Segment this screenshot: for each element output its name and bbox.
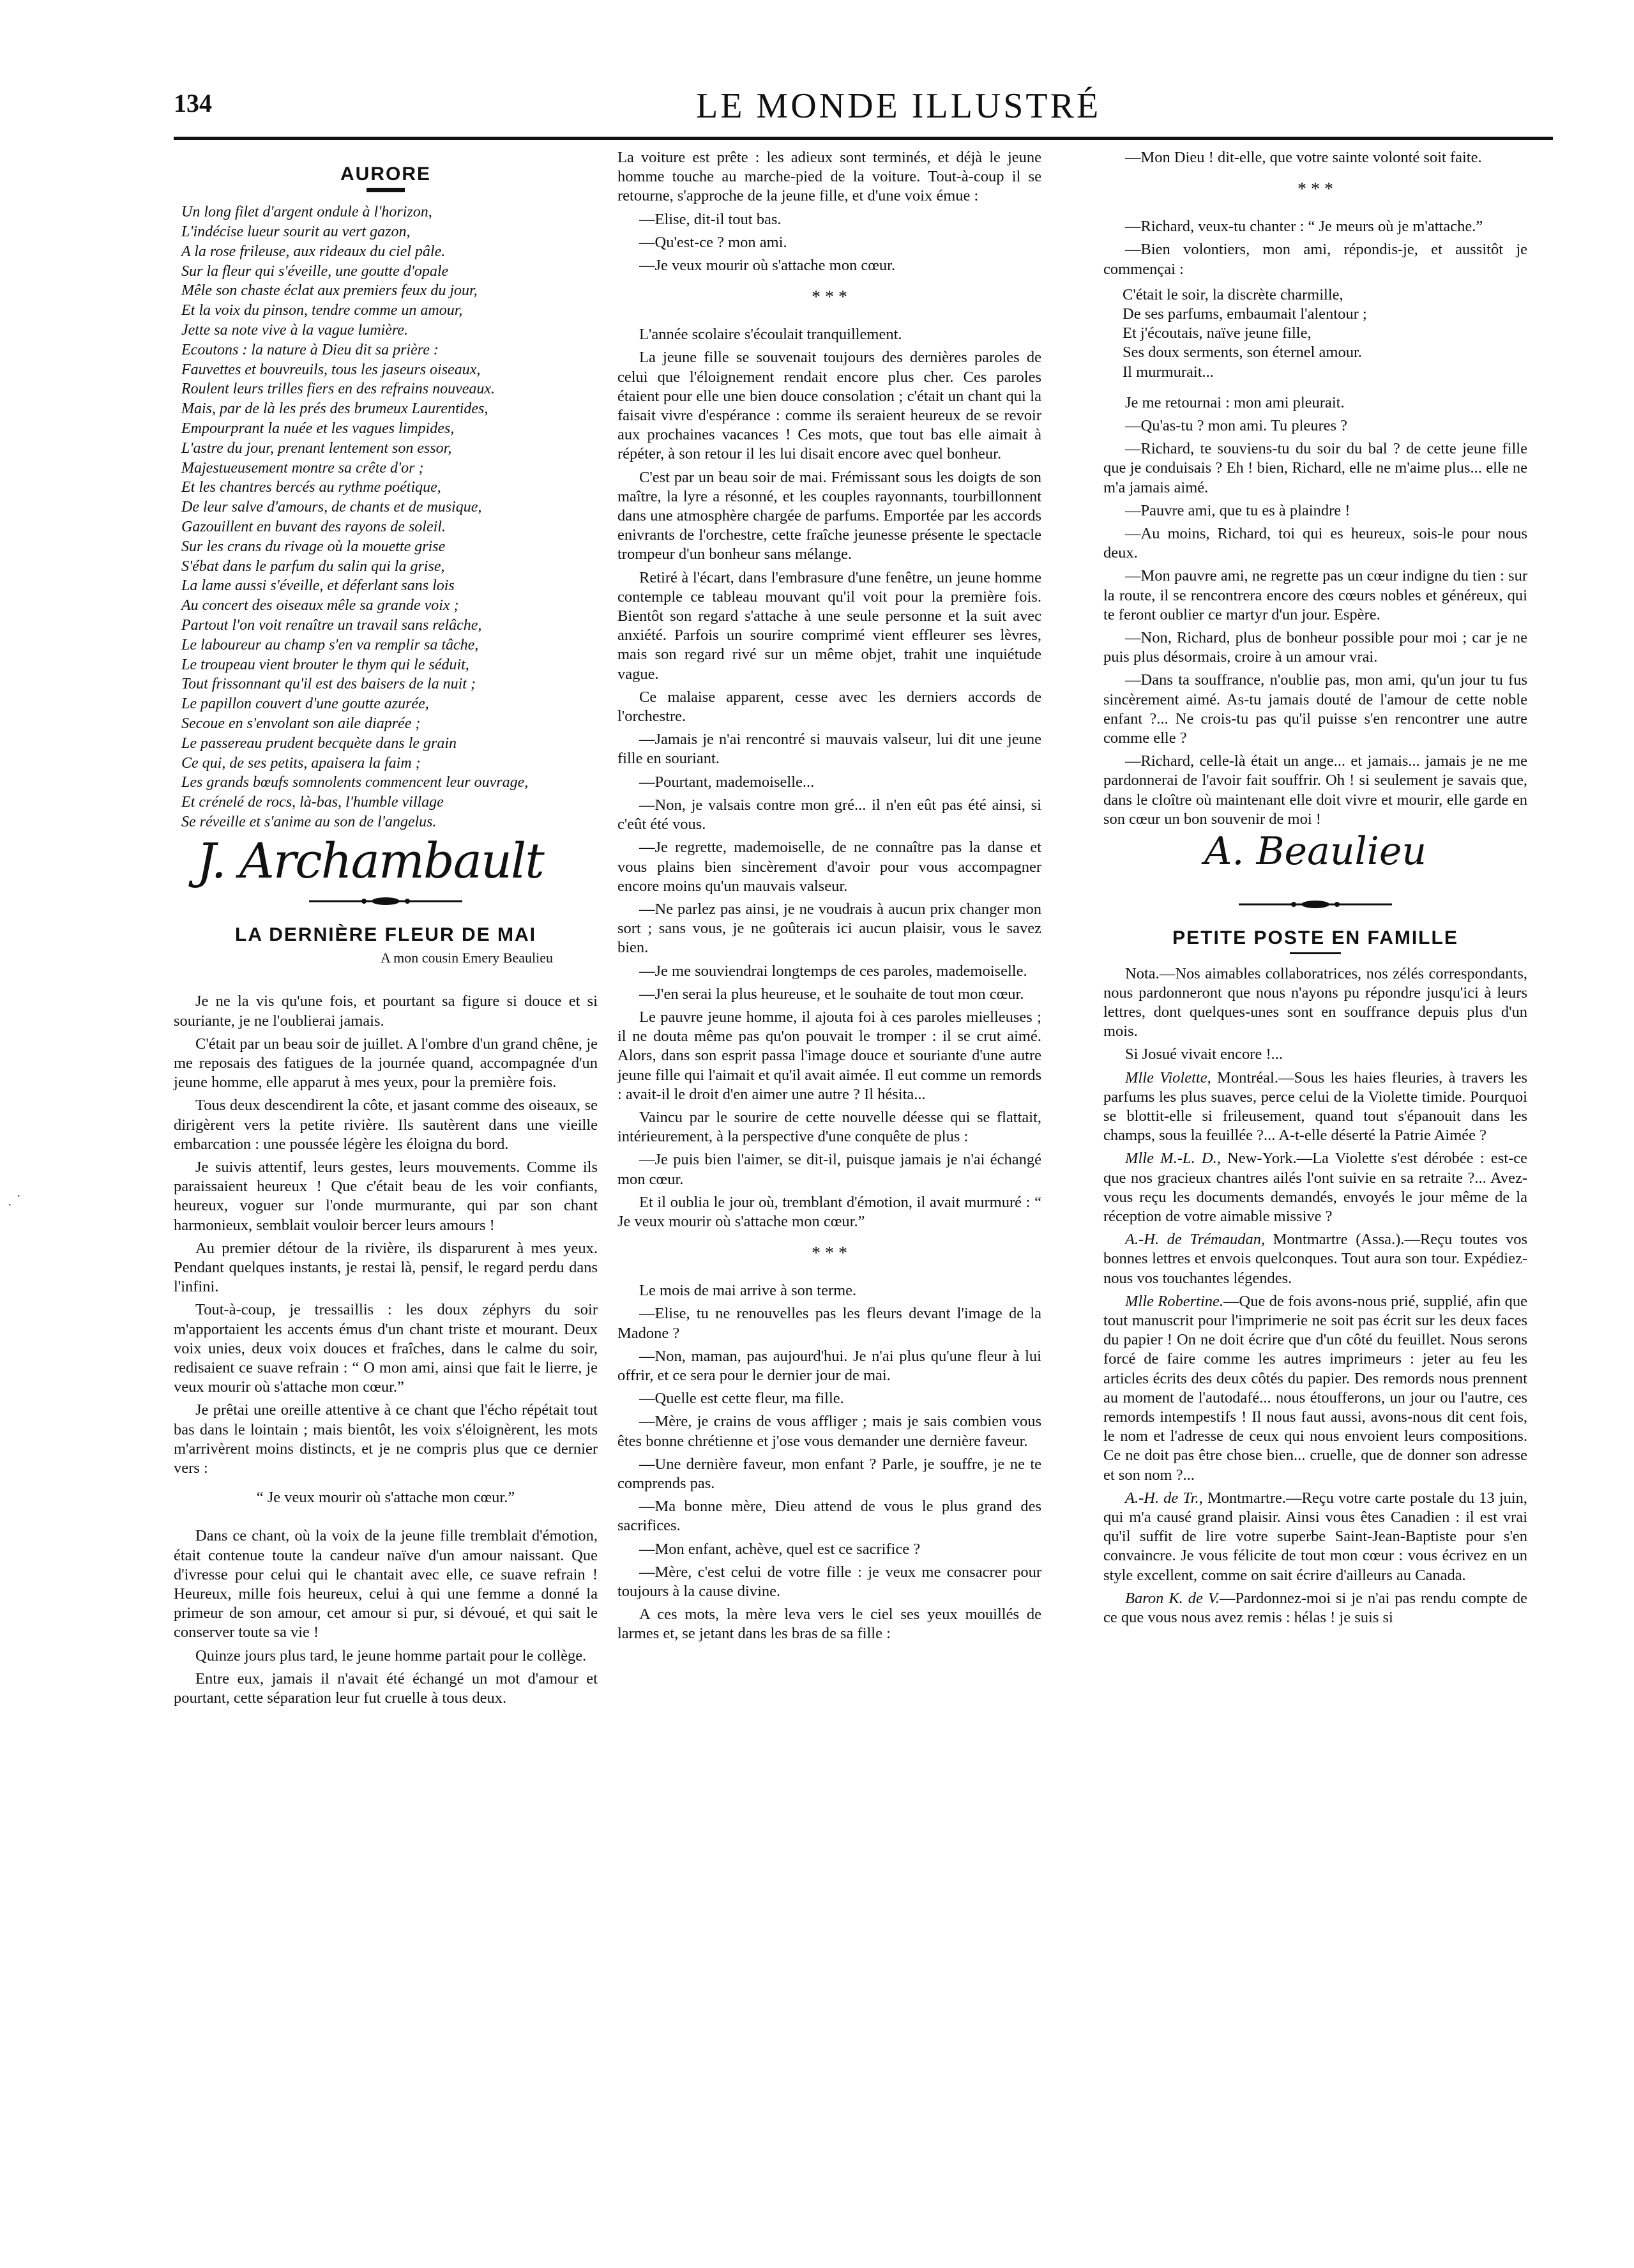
poem-line: Mais, par de là les prés des brumeux Laurentides, <box>181 400 488 418</box>
paragraph: —Pauvre ami, que tu es à plaindre ! <box>1125 501 1350 519</box>
paragraph: Je suivis attentif, leurs gestes, leurs mouvements. Comme ils paraissaient heureux ! Que c'était beau de les voir confiants, heureux, voguer sur l'onde murmurante, qui par son chant harmonieux, semblait vouloir bercer leurs amours ! <box>174 1158 598 1234</box>
poste-entry-text: Si Josué vivait encore !... <box>1125 1046 1283 1063</box>
paragraph: Quinze jours plus tard, le jeune homme partait pour le collège. <box>195 1647 587 1664</box>
masthead-title: LE MONDE ILLUSTRÉ <box>696 86 1101 126</box>
poem-line: Empourprant la nuée et les vagues limpides, <box>181 420 455 437</box>
paragraph: —Qu'as-tu ? mon ami. Tu pleures ? <box>1125 417 1348 435</box>
poem-line: La lame aussi s'éveille, et déferlant sans lois <box>181 577 455 595</box>
paragraph: —Non, Richard, plus de bonheur possible pour moi ; car je ne puis plus désormais, croire à un amour vrai. <box>1103 629 1527 666</box>
poem-line: De leur salve d'amours, de chants et de musique, <box>181 499 482 516</box>
column-3 <box>1103 148 1527 1631</box>
paragraph: —Non, je valsais contre mon gré... il n'en eût pas été ainsi, si c'eût été vous. <box>617 796 1041 833</box>
paragraph: Je me retournai : mon ami pleurait. <box>1125 393 1345 411</box>
poem-line: Gazouillent en buvant des rayons de soleil. <box>181 518 446 535</box>
poem-line: Secoue en s'envolant son aile diaprée ; <box>181 715 421 732</box>
paragraph: —Elise, tu ne renouvelles pas les fleurs devant l'image de la Madone ? <box>617 1305 1041 1342</box>
poste-entry <box>1103 1069 1527 1146</box>
section-stars: * * * <box>812 287 847 308</box>
header-rule <box>174 137 1553 140</box>
poste-entry <box>1103 1045 1527 1064</box>
column-1 <box>174 148 598 1712</box>
fleur-col3-part1 <box>1103 148 1527 167</box>
title-dash <box>367 188 405 192</box>
song-verse <box>1123 285 1527 382</box>
paragraph: —Ma bonne mère, Dieu attend de vous le plus grand des sacrifices. <box>617 1498 1041 1535</box>
paragraph: —Mère, je crains de vous affliger ; mais je sais combien vous êtes bonne chrétienne et j'ose vous demander une dernière faveur. <box>617 1413 1041 1450</box>
paragraph: Le mois de mai arrive à son terme. <box>639 1282 857 1300</box>
poste-entry-text: —Que de fois avons-nous prié, supplié, afin que tout manuscrit pour l'imprimerie ne soit pas écrit sur les deux faces du papier ! On ne doit écrire que d'un côté du feuillet. Nous serons forcé de faire comme les autres imprimeurs : jeter au feu les articles écrits des deux côtés du papier. Des remords nous prennent au moment de l'autodafé... nous étoufferons, un jour ou l'autre, ces remords intempestifs ! Il nous faut aussi, avons-nous dit cent fois, le nom et l'adresse de ceux qui nous envoient leurs compositions. Ce ne doit pas être chose bien... cruelle, que de donner son adresse et son nom ?... <box>1103 1292 1527 1484</box>
beaulieu-signature: A. Beaulieu <box>1204 829 1427 874</box>
paragraph: Retiré à l'écart, dans l'embrasure d'une fenêtre, un jeune homme contemple ce tableau mouvant qu'il voit pour la première fois. Bientôt son regard s'attache à une seule personne et la suit avec anxiété. Parfois un sourire comprimé vient effleurer ses lèvres, mais son regard rivé sur un même objet, trahit une inquiétude vague. <box>617 568 1041 683</box>
paragraph: C'est par un beau soir de mai. Frémissant sous les doigts de son maître, la lyre a résonné, et les couples rayonnants, tourbillonnent dans une atmosphère chargée de parfums. Emportée par les accords enivrants de l'orchestre, cette fraîche jeunesse présente le spectacle trompeur d'un bonheur sans mélange. <box>617 468 1041 563</box>
poem-line: Le papillon couvert d'une goutte azurée, <box>181 696 429 713</box>
poem-line: Et les chantres bercés au rythme poétique, <box>181 479 441 496</box>
poem-line: Et la voix du pinson, tendre comme un amour, <box>181 302 463 319</box>
poste-entry-recipient: Mlle Violette, <box>1125 1069 1211 1086</box>
poem-line: Tout frissonnant qu'il est des baisers de la nuit ; <box>181 676 476 693</box>
poste-entry <box>1103 1489 1527 1585</box>
paragraph: Je ne la vis qu'une fois, et pourtant sa figure si douce et si souriante, je ne l'oublierai jamais. <box>174 993 598 1030</box>
fleur-refrain-quote: “ Je veux mourir où s'attache mon cœur.” <box>256 1489 515 1507</box>
poste-entry-text: Montmartre (Assa.).—Reçu toutes vos bonnes lettres et envois quelconques. Tout aura son tour. Expédiez-nous vos touchantes légendes. <box>1103 1231 1527 1287</box>
poste-entry-recipient: Nota. <box>1125 964 1160 982</box>
paragraph: La voiture est prête : les adieux sont terminés, et déjà le jeune homme touche au marche-pied de la voiture. Tout-à-coup il se retourne, s'approche de la jeune fille, et d'une voix émue : <box>617 149 1041 205</box>
poem-line: Sur la fleur qui s'éveille, une goutte d'opale <box>181 263 449 280</box>
song-line: Ses doux serments, son éternel amour. <box>1123 344 1362 362</box>
page-number: 134 <box>174 89 212 118</box>
margin-mark: · <box>8 1198 12 1212</box>
fleur-col3-part3 <box>1103 393 1527 829</box>
paragraph: —Qu'est-ce ? mon ami. <box>639 233 787 251</box>
poem-line: Ce qui, de ses petits, apaisera la faim ; <box>181 754 421 772</box>
paragraph: Au premier détour de la rivière, ils disparurent à mes yeux. Pendant quelques instants, je restai là, pensif, le regard perdu dans l'infini. <box>174 1239 598 1296</box>
poste-entry-text: New-York.—La Violette s'est dérobée : est-ce que nos gracieux chantres ailés l'ont suivie en sa retraite ?... Avez-vous reçu les documents demandés, envoyés le jour même de la réception de votre aimable missive ? <box>1103 1150 1527 1225</box>
poste-entry <box>1103 1589 1527 1627</box>
poem-line: Au concert des oiseaux mêle sa grande voix ; <box>181 597 459 614</box>
paragraph: —Richard, veux-tu chanter : “ Je meurs où je m'attache.” <box>1125 218 1483 236</box>
paragraph: —Non, maman, pas aujourd'hui. Je n'ai plus qu'une fleur à lui offrir, et ce sera pour le dernier jour de mai. <box>617 1347 1041 1384</box>
poem-line: Roulent leurs trilles fiers en des refrains nouveaux. <box>181 381 495 398</box>
paragraph: —Mon pauvre ami, ne regrette pas un cœur indigne du tien : sur la route, il se rencontrera encore des cœurs nobles et généreux, qui te feront oublier ce martyr d'un jour. Espère. <box>1103 567 1527 623</box>
margin-mark: · <box>17 1189 21 1203</box>
poste-entry-text: —Nos aimables collaboratrices, nos zélés correspondants, nous pardonneront que nous n'ayons pu répondre jusqu'ici à leurs lettres, dont quelques-unes sont en souffrance depuis plus d'un mois. <box>1103 964 1527 1040</box>
paragraph: Vaincu par le sourire de cette nouvelle déesse qui se flattait, intérieurement, à la perspective d'une conquête de plus : <box>617 1108 1041 1146</box>
paragraph: —Une dernière faveur, mon enfant ? Parle, je souffre, je ne te comprends pas. <box>617 1455 1041 1492</box>
poem-line: L'indécise lueur sourit au vert gazon, <box>181 224 411 240</box>
paragraph: —Je veux mourir où s'attache mon cœur. <box>639 257 896 275</box>
fleur-col1-text <box>174 992 598 1478</box>
song-line: De ses parfums, embaumait l'alentour ; <box>1123 305 1367 323</box>
poste-entry-text: Montmartre.—Reçu votre carte postale du 13 juin, qui m'a causé grand plaisir. Ainsi vous êtes Canadien : il est vrai qu'il suffit de lire votre superbe Saint-Jean-Baptiste pour s'en convaincre. Je vous félicite de tout mon cœur : vous écrivez en un style excellent, comme on sait écrire d'ailleurs au Canada. <box>1103 1489 1527 1584</box>
poem-line: Ecoutons : la nature à Dieu dit sa prière : <box>181 341 439 358</box>
poem-line: Jette sa note vive à la vague lumière. <box>181 321 408 339</box>
paragraph: C'était par un beau soir de juillet. A l'ombre d'un grand chêne, je me reposais des fatigues de la journée quand, accompagnée d'un jeune homme, elle apparut à mes yeux, pour la première fois. <box>174 1035 598 1092</box>
fleur-col3-part2 <box>1103 217 1527 279</box>
poste-entry-text: —Pardonnez-moi si je n'ai pas rendu compte de ce que vous nous avez remis : hélas ! je suis si <box>1103 1589 1527 1626</box>
fleur-col2-part3 <box>617 1281 1041 1643</box>
poem-line: Sur les crans du rivage où la mouette grise <box>181 538 446 555</box>
section-stars: * * * <box>812 1244 847 1264</box>
paragraph: —Jamais je n'ai rencontré si mauvais valseur, lui dit une jeune fille en souriant. <box>617 731 1041 768</box>
poste-entry-recipient: Baron K. de V. <box>1125 1589 1220 1607</box>
paragraph: La jeune fille se souvenait toujours des dernières paroles de celui que l'éloignement rendait encore plus cher. Ces paroles étaient pour elle une bien douce consolation ; c'était un chant qui la faisait vivre d'espérance : comme ils seraient heureux de se revoir aux prochaines vacances ! Ces mots, que tout bas elle aimait à répéter, à son retour il les lui disait encore avec quel bonheur. <box>617 349 1041 463</box>
poem-line: Et crénelé de rocs, là-bas, l'humble village <box>181 794 444 811</box>
poem-line: S'ébat dans le parfum du salin qui la grise, <box>181 558 445 575</box>
section-stars: * * * <box>1297 179 1333 200</box>
title-dash <box>1290 952 1341 954</box>
poem-line: Fauvettes et bouvreuils, tous les jaseurs oiseaux, <box>181 361 481 378</box>
paragraph: —Richard, te souviens-tu du soir du bal ? de cette jeune fille que je conduisais ? Eh ! bien, Richard, elle ne m'aime plus... elle ne m'a jamais aimé. <box>1103 440 1527 496</box>
poste-entry <box>1103 964 1527 1042</box>
poem-line: Partout l'on voit renaître un travail sans relâche, <box>181 616 482 634</box>
paragraph: —J'en serai la plus heureuse, et le souhaite de tout mon cœur. <box>639 985 1024 1003</box>
poste-entry-recipient: A.-H. de Trémaudan, <box>1125 1231 1266 1249</box>
paragraph: Ce malaise apparent, cesse avec les derniers accords de l'orchestre. <box>617 688 1041 726</box>
poem-line: Le passereau prudent becquète dans le grain <box>181 734 457 752</box>
paragraph: —Richard, celle-là était un ange... et jamais... jamais je ne me pardonnerai de l'avoir fait souffrir. Oh ! si seulement je savais que, dans le cloître où maintenant elle doit vivre et mourir, elle garde en son cœur un bon souvenir de moi ! <box>1103 752 1527 828</box>
column-2 <box>617 148 1041 1648</box>
aurore-title: AURORE <box>340 164 431 185</box>
paragraph: L'année scolaire s'écoulait tranquillement. <box>639 326 902 344</box>
fleur-col2-part2 <box>617 325 1041 1231</box>
poem-line: A la rose frileuse, aux rideaux du ciel pâle. <box>181 243 446 260</box>
paragraph: Tous deux descendirent la côte, et jasant comme des oiseaux, se dirigèrent vers la petite rivière. Ils sautèrent dans une vieille embarcation : une poussée légère les éloigna du bord. <box>174 1097 598 1153</box>
poem-line: Le troupeau vient brouter le thym qui le séduit, <box>181 656 469 673</box>
poem-line: Le laboureur au champ s'en va remplir sa tâche, <box>181 636 479 653</box>
paragraph: —Elise, dit-il tout bas. <box>639 210 782 228</box>
paragraph: —Mon enfant, achève, quel est ce sacrifice ? <box>639 1540 921 1558</box>
paragraph: —Je regrette, mademoiselle, de ne connaître pas la danse et vous plains bien sincèrement d'avoir pour vous accompagner encore moins qu'un mauvais valseur. <box>617 839 1041 895</box>
archambault-signature: J. Archambault <box>197 832 543 889</box>
poste-entry-recipient: Mlle M.-L. D., <box>1125 1150 1221 1168</box>
paragraph: Le pauvre jeune homme, il ajouta foi à ces paroles mielleuses ; il ne douta même pas qu'on pouvait le tromper : il se crut aimé. Alors, dans son esprit passa l'image douce et souriante d'une autre jeune fille qui l'aimait et qu'il avait aimée. Il eut comme un remords : avait-il le droit d'en aimer une autre ? Il hésita... <box>617 1008 1041 1103</box>
paragraph: —Je puis bien l'aimer, se dit-il, puisque jamais je n'ai échangé mon cœur. <box>617 1151 1041 1188</box>
poem-line: Un long filet d'argent ondule à l'horizon, <box>181 204 432 221</box>
poem-line: L'astre du jour, prenant lentement son essor, <box>181 439 452 457</box>
section-divider-ornament <box>303 896 469 906</box>
paragraph: Et il oublia le jour où, tremblant d'émotion, il avait murmuré : “ Je veux mourir où s'attache mon cœur.” <box>617 1193 1041 1230</box>
paragraph: —Bien volontiers, mon ami, répondis-je, et aussitôt je commençai : <box>1103 241 1527 278</box>
poste-entry-recipient: Mlle Robertine. <box>1125 1292 1224 1310</box>
poste-entry-recipient: A.-H. de Tr., <box>1125 1489 1203 1507</box>
fleur-col1-text-2 <box>174 1526 598 1708</box>
paragraph: —Je me souviendrai longtemps de ces paroles, mademoiselle. <box>639 962 1027 980</box>
poste-entry <box>1103 1292 1527 1485</box>
poem-line: Mêle son chaste éclat aux premiers feux du jour, <box>181 282 478 300</box>
aurore-poem <box>181 202 598 832</box>
song-line: Et j'écoutais, naïve jeune fille, <box>1123 324 1312 342</box>
paragraph: Entre eux, jamais il n'avait été échangé un mot d'amour et pourtant, cette séparation leur fut cruelle à tous deux. <box>174 1670 598 1707</box>
paragraph: Dans ce chant, où la voix de la jeune fille tremblait d'émotion, était contenue toute la candeur naïve d'un amour naissant. Que d'ivresse pour celui qui le chantait avec elle, ce suave refrain ! Heureux, mille fois heureux, celui à qui une femme a donné la primeur de son amour, cet amour si pur, si dévoué, et qui sait le conserver toute sa vie ! <box>174 1527 598 1641</box>
paragraph: Je prêtai une oreille attentive à ce chant que l'écho répétait tout bas dans le lointain ; mais bientôt, les voix s'éloignèrent, les mots m'arrivèrent moins distincts, et je ne compris plus que ce dernier vers : <box>174 1401 598 1477</box>
song-line: C'était le soir, la discrète charmille, <box>1123 285 1343 303</box>
song-line: Il murmurait... <box>1123 363 1214 381</box>
poste-entry <box>1103 1230 1527 1288</box>
section-divider-ornament <box>1232 899 1398 909</box>
poste-entry-text: Montréal.—Sous les haies fleuries, à travers les parfums les plus suaves, perce celui de la Violette timide. Pourquoi se blottit-elle si frileusement, quand tout s'épanouit dans les champs, sous la feuillée ?... A-t-elle déserté la Patrie Aimée ? <box>1103 1069 1527 1145</box>
paragraph: —Quelle est cette fleur, ma fille. <box>639 1390 844 1408</box>
paragraph: —Dans ta souffrance, n'oublie pas, mon ami, qu'un jour tu fus sincèrement aimé. As-tu jamais douté de l'amour de cette noble enfant ?... Ne crois-tu pas qu'il puisse s'en rencontrer une autre comme elle ? <box>1103 671 1527 747</box>
poem-line: Les grands bœufs somnolents commencent leur ouvrage, <box>181 774 529 791</box>
paragraph: —Mère, c'est celui de votre fille : je veux me consacrer pour toujours à la cause divine. <box>617 1563 1041 1600</box>
paragraph: —Pourtant, mademoiselle... <box>639 773 815 791</box>
fleur-dedication: A mon cousin Emery Beaulieu <box>380 950 553 966</box>
paragraph: A ces mots, la mère leva vers le ciel ses yeux mouillés de larmes et, se jetant dans les bras de sa fille : <box>617 1606 1041 1643</box>
poste-entry <box>1103 1149 1527 1226</box>
poste-entries <box>1103 964 1527 1628</box>
paragraph: Tout-à-coup, je tressaillis : les doux zéphyrs du soir m'apportaient les accents émus d'un chant triste et mourant. Deux voix unies, deux voix douces et fraîches, dans le calme du soir, redisaient ce suave refrain : “ O mon ami, ainsi que fait le lierre, je veux mourir où s'attache mon cœur.” <box>174 1301 598 1396</box>
poste-title: PETITE POSTE EN FAMILLE <box>1172 927 1458 949</box>
paragraph: —Ne parlez pas ainsi, je ne voudrais à aucun prix changer mon sort ; sans vous, je ne goûterais ici aucun plaisir, vous le savez bien. <box>617 900 1041 957</box>
fleur-title: LA DERNIÈRE FLEUR DE MAI <box>235 924 536 945</box>
poem-line: Majestueusement montre sa crête d'or ; <box>181 459 424 476</box>
fleur-col2-part1 <box>617 148 1041 275</box>
paragraph: —Mon Dieu ! dit-elle, que votre sainte volonté soit faite. <box>1125 149 1482 166</box>
poem-line: Se réveille et s'anime au son de l'angelus. <box>181 813 437 830</box>
paragraph: —Au moins, Richard, toi qui es heureux, sois-le pour nous deux. <box>1103 525 1527 562</box>
